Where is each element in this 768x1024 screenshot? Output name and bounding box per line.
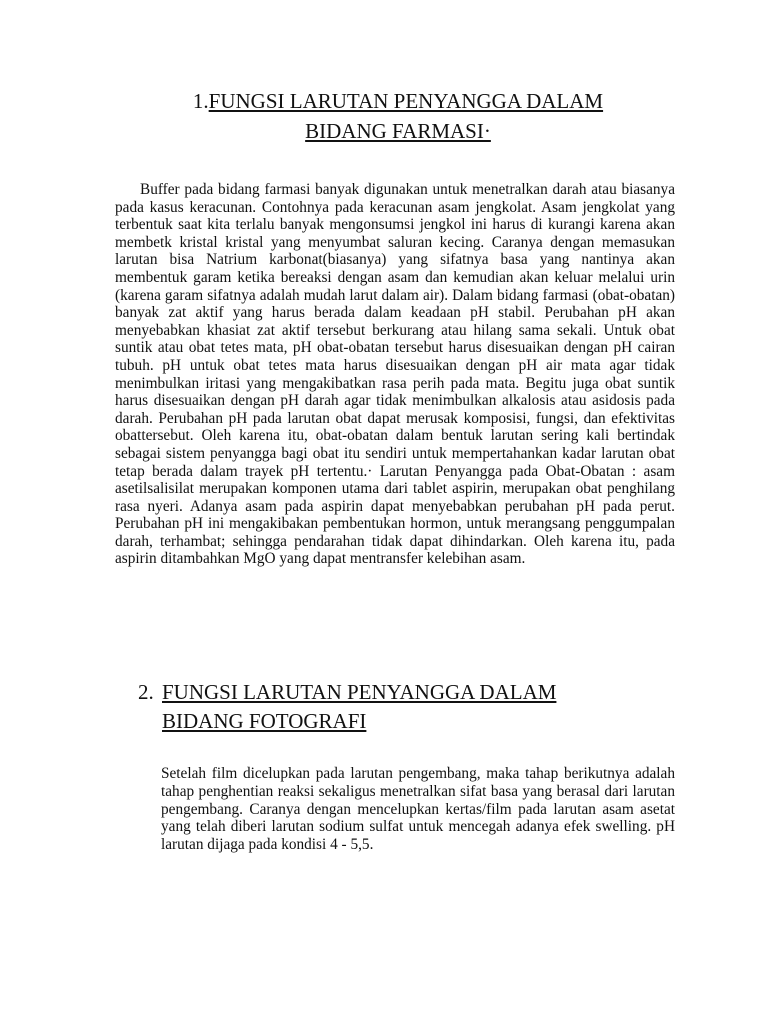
section-1-heading: [100, 86, 696, 146]
section-1-title-line-1: FUNGSI LARUTAN PENYANGGA DALAM: [208, 89, 604, 113]
section-2-heading: [138, 678, 678, 736]
section-2-paragraph: Setelah film dicelupkan pada larutan pengembang, maka tahap berikutnya adalah tahap penghentian reaksi sekaligus menetralkan sifat basa yang berasal dari larutan pengembang. Caranya dengan mencelupkan kertas/film pada larutan asam asetat yang telah diberi larutan sodium sulfat untuk mencegah adanya efek swelling. pH larutan dijaga pada kondisi 4 - 5,5.: [161, 765, 675, 854]
section-2-number: 2.: [138, 680, 154, 704]
section-1-number: 1.: [192, 89, 209, 113]
section-2-title-line-1: FUNGSI LARUTAN PENYANGGA DALAM: [162, 680, 557, 704]
section-1-title-line-2: BIDANG FARMASI·: [305, 119, 491, 143]
section-1-paragraph: Buffer pada bidang farmasi banyak digunakan untuk menetralkan darah atau biasanya pada kasus keracunan. Contohnya pada keracunan asam jengkolat. Asam jengkolat yang terbentuk saat kita terlalu banyak mengonsumsi jengkol ini harus di kurangi karena akan membetk kristal kristal yang menyumbat saluran kecing. Caranya dengan memasukan larutan bisa Natrium karbonat(biasanya) yang sifatnya basa yang nantinya akan membentuk garam ketika bereaksi dengan asam dan kemudian akan keluar melalui urin (karena garam sifatnya adalah mudah larut dalam air). Dalam bidang farmasi (obat-obatan) banyak zat aktif yang harus berada dalam keadaan pH stabil. Perubahan pH akan menyebabkan khasiat zat aktif tersebut berkurang atau hilang sama sekali. Untuk obat suntik atau obat tetes mata, pH obat-obatan tersebut harus disesuaikan dengan pH cairan tubuh. pH untuk obat tetes mata harus disesuaikan dengan pH air mata agar tidak menimbulkan iritasi yang mengakibatkan rasa perih pada mata. Begitu juga obat suntik harus disesuaikan dengan pH darah agar tidak menimbulkan alkalosis atau asidosis pada darah. Perubahan pH pada larutan obat dapat merusak komposisi, fungsi, dan efektivitas obattersebut. Oleh karena itu, obat-obatan dalam bentuk larutan sering kali bertindak sebagai sistem penyangga bagi obat itu sendiri untuk mempertahankan kadar larutan obat tetap berada dalam trayek pH tertentu.· Larutan Penyangga pada Obat-Obatan : asam asetilsalisilat merupakan komponen utama dari tablet aspirin, merupakan obat penghilang rasa nyeri. Adanya asam pada aspirin dapat menyebabkan perubahan pH pada perut. Perubahan pH ini mengakibakan pembentukan hormon, untuk merangsang penggumpalan darah, terhambat; sehingga pendarahan tidak dapat dihindarkan. Oleh karena itu, pada aspirin ditambahkan MgO yang dapat mentransfer kelebihan asam.: [115, 181, 675, 568]
section-2-title-line-2: BIDANG FOTOGRAFI: [162, 709, 367, 733]
